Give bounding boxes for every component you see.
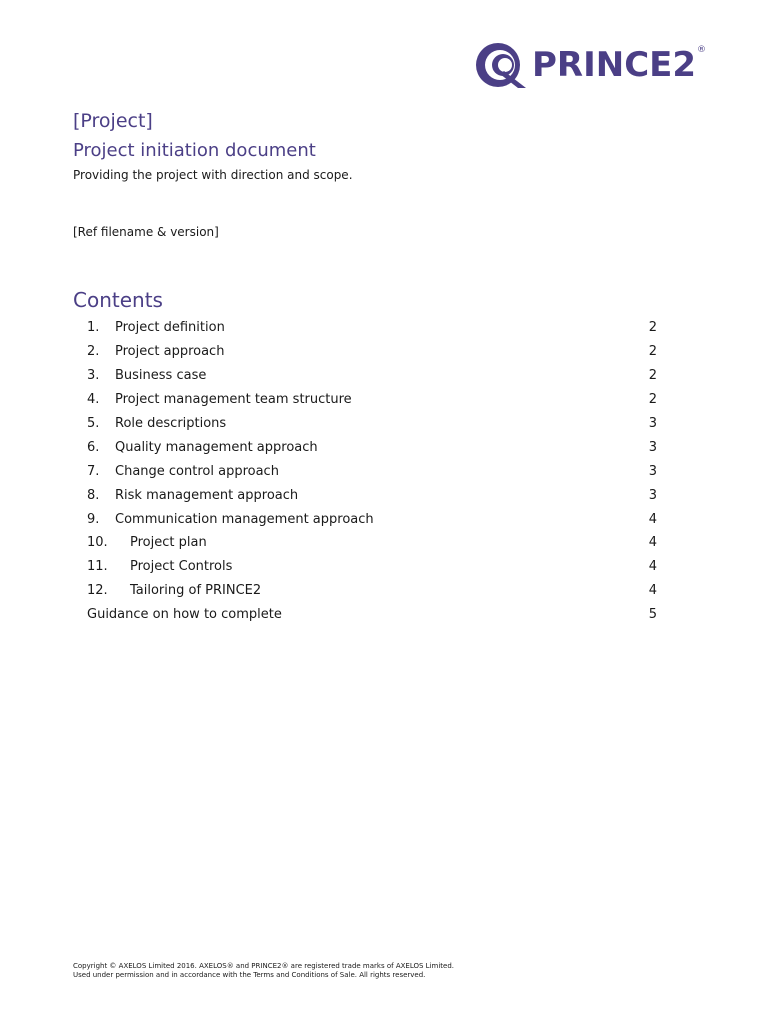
toc-item-label: Project Controls [130,559,233,575]
toc-item-label: Guidance on how to complete [87,607,282,623]
page-title: Project initiation document [73,140,316,161]
toc-item-number: 7. [87,463,100,479]
toc-item-page: 5 [648,607,657,623]
toc-item-number: 5. [87,416,100,431]
toc-item-number: 2. [87,344,100,360]
toc-item-role-descriptions[interactable] [87,412,657,436]
toc-item-change-control[interactable] [87,459,657,483]
toc-item-number: 3. [87,368,100,384]
copyright-footer [73,962,454,980]
toc-item-page: 3 [648,439,657,455]
toc-item-number: 11. [87,559,108,575]
toc-item-number: 9. [87,511,100,527]
toc-item-risk-management[interactable] [87,483,657,507]
toc-item-number: 10. [87,535,108,551]
toc-item-label: Change control approach [115,463,279,479]
toc-item-page: 2 [648,392,657,408]
toc-item-team-structure[interactable] [87,388,657,412]
toc-item-label: Quality management approach [115,439,318,455]
toc-item-label: Business case [115,368,207,384]
table-of-contents [87,316,657,627]
toc-item-label: Risk management approach [115,487,299,503]
toc-item-project-controls[interactable] [87,555,657,579]
toc-item-project-definition[interactable] [87,316,657,340]
toc-item-page: 2 [648,320,657,336]
toc-item-communication-management[interactable] [87,507,657,531]
project-placeholder: [Project] [73,110,153,132]
toc-item-label: Project plan [130,535,207,551]
toc-item-label: Project definition [115,320,225,336]
toc-item-page: 2 [648,368,657,384]
toc-item-label: Communication management approach [115,511,374,527]
prince2-logo [474,40,730,90]
page-subtitle: Providing the project with direction and scope. [73,168,353,182]
toc-item-page: 3 [648,416,657,431]
toc-item-project-approach[interactable] [87,340,657,364]
toc-item-guidance[interactable] [87,603,657,627]
toc-item-label: Role descriptions [115,416,227,431]
toc-item-business-case[interactable] [87,364,657,388]
logo-wordmark: PRINCE2® [532,45,707,85]
toc-item-page: 4 [648,511,657,527]
toc-item-number: 6. [87,439,100,455]
toc-item-page: 4 [648,583,657,599]
toc-item-number: 1. [87,320,100,336]
toc-item-page: 3 [648,487,657,503]
toc-item-label: Tailoring of PRINCE2 [130,583,262,599]
toc-item-number: 4. [87,392,100,408]
toc-item-project-plan[interactable] [87,531,657,555]
toc-item-number: 8. [87,487,100,503]
copyright-line-1: Copyright © AXELOS Limited 2016. AXELOS® and PRINCE2® are registered trade marks of AXELOS Limited. [73,962,454,970]
toc-item-label: Project management team structure [115,392,352,408]
contents-heading: Contents [73,288,163,312]
toc-item-tailoring[interactable] [87,579,657,603]
toc-item-page: 4 [648,535,657,551]
toc-item-page: 4 [648,559,657,575]
toc-item-quality-management[interactable] [87,435,657,459]
toc-item-page: 3 [648,463,657,479]
toc-item-number: 12. [87,583,108,599]
toc-item-label: Project approach [115,344,225,360]
ref-filename-version: [Ref filename & version] [73,225,219,239]
prince2-logo-mark-icon [474,41,528,89]
toc-item-page: 2 [648,344,657,360]
copyright-line-2: Used under permission and in accordance with the Terms and Conditions of Sale. All rights reserved. [73,971,426,979]
